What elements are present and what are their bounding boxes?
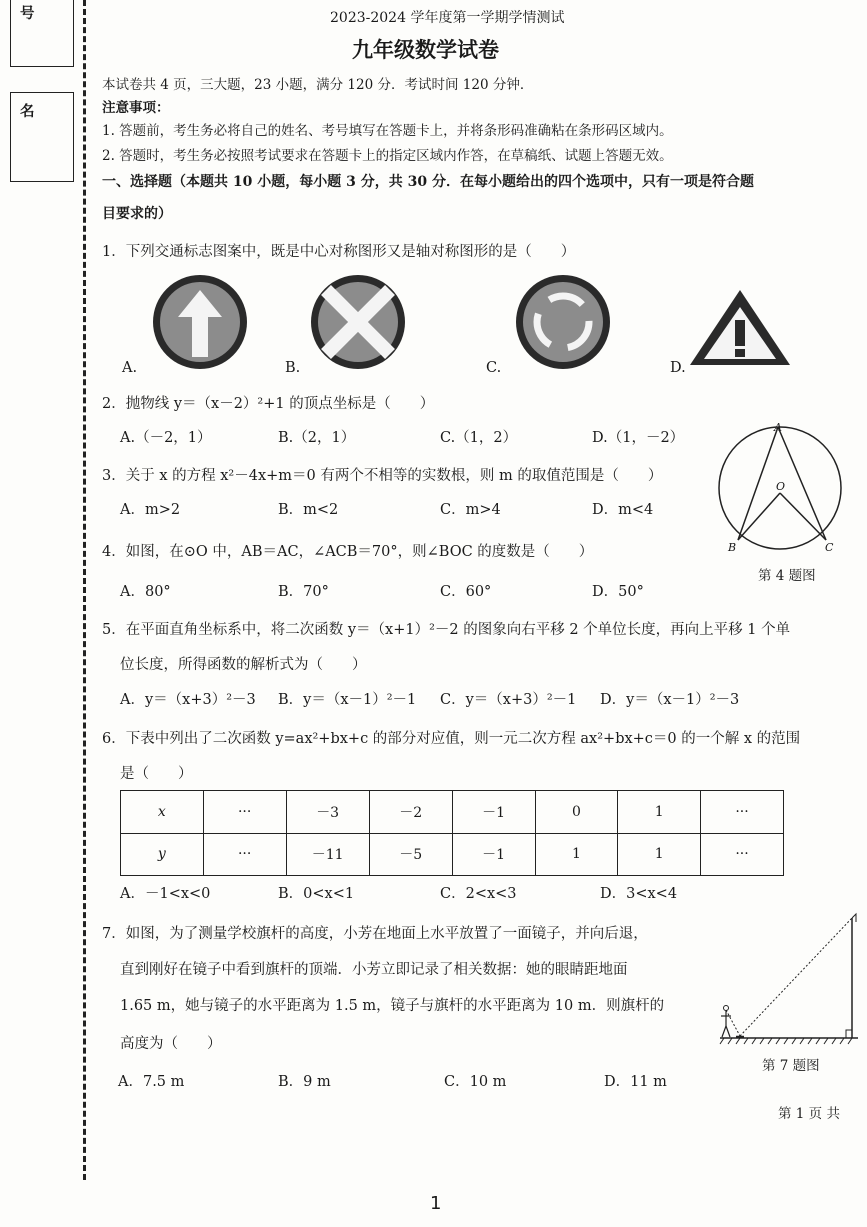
section-heading: 一、选择题（本题共 10 小题，每小题 3 分，共 30 分．在每小题给出的四个选项中，只有一项是符合题 [102, 174, 754, 190]
q2-option-b: B.（2，1） [278, 430, 356, 446]
q7-option-c: C．10 m [444, 1074, 507, 1090]
intro-line: 本试卷共 4 页，三大题，23 小题，满分 120 分．考试时间 120 分钟． [102, 77, 534, 93]
table-cell: ··· [203, 791, 286, 834]
sign-a-arrow-icon [153, 275, 247, 369]
table-cell: －1 [452, 791, 535, 834]
q4-point-b: B [728, 541, 737, 554]
table-cell: 0 [535, 791, 618, 834]
q1-option-c: C. [486, 360, 502, 376]
question-2-stem: 2．抛物线 y＝（x－2）²+1 的顶点坐标是（ ） [102, 396, 435, 412]
q3-option-b: B．m<2 [278, 502, 339, 518]
q7-option-b: B．9 m [278, 1074, 331, 1090]
q6-value-table [120, 790, 784, 876]
q7-flagpole-figure [716, 910, 862, 1046]
question-5-stem: 5．在平面直角坐标系中，将二次函数 y＝（x+1）²－2 的图象向右平移 2 个单位长度，再向上平移 1 个单 [102, 622, 791, 638]
table-cell: －5 [369, 833, 452, 876]
question-5-stem-cont: 位长度，所得函数的解析式为（ ） [120, 657, 367, 673]
table-cell: 1 [618, 833, 701, 876]
sidebar-label-name: 名 [20, 103, 35, 120]
notice-item-1: 1. 答题前，考生务必将自己的姓名、考号填写在答题卡上，并将条形码准确粘在条形码区域内。 [102, 123, 673, 139]
table-cell: ··· [701, 833, 784, 876]
q7-figure-caption: 第 7 题图 [762, 1058, 820, 1074]
question-7-stem-line3: 1.65 m，她与镜子的水平距离为 1.5 m，镜子与旗杆的水平距离为 10 m．则旗杆的 [120, 998, 665, 1014]
q7-option-d: D．11 m [604, 1074, 667, 1090]
q4-option-c: C．60° [440, 584, 492, 600]
q4-option-d: D．50° [592, 584, 644, 600]
q4-figure-caption: 第 4 题图 [758, 568, 816, 584]
q1-option-d: D. [670, 360, 686, 376]
sidebar-label-number: 号 [20, 5, 35, 22]
q6-option-c: C．2<x<3 [440, 886, 517, 902]
question-1-stem: 1．下列交通标志图案中，既是中心对称图形又是轴对称图形的是（ ） [102, 244, 576, 260]
binding-dashed-line [83, 0, 86, 1180]
table-cell: 1 [618, 791, 701, 834]
q4-point-a: A [774, 421, 782, 434]
q6-option-b: B．0<x<1 [278, 886, 355, 902]
q5-option-c: C．y＝（x+3）²－1 [440, 692, 577, 708]
question-7-stem: 7．如图，为了测量学校旗杆的高度，小芳在地面上水平放置了一面镜子，并向后退， [102, 926, 648, 942]
q3-option-d: D．m<4 [592, 502, 654, 518]
table-cell: ··· [203, 833, 286, 876]
table-row-x [121, 791, 784, 834]
q4-option-b: B．70° [278, 584, 329, 600]
table-cell: －11 [286, 833, 369, 876]
table-cell: ··· [701, 791, 784, 834]
notice-item-2: 2. 答题时，考生务必按照考试要求在答题卡上的指定区域内作答，在草稿纸、试题上答题无效。 [102, 148, 673, 164]
q6-option-a: A．－1<x<0 [120, 886, 211, 902]
section-heading-cont: 目要求的） [102, 206, 172, 222]
q7-option-a: A．7.5 m [118, 1074, 185, 1090]
q4-option-a: A．80° [120, 584, 171, 600]
question-4-stem: 4．如图，在⊙O 中，AB＝AC，∠ACB＝70°，则∠BOC 的度数是（ ） [102, 544, 594, 560]
exam-subtitle: 2023-2024 学年度第一学期学情测试 [330, 10, 565, 26]
q2-option-a: A.（－2，1） [120, 430, 212, 446]
page-footer-label: 第 1 页 共 [778, 1106, 840, 1122]
table-row-y [121, 833, 784, 876]
table-cell: －3 [286, 791, 369, 834]
exam-title: 九年级数学试卷 [352, 37, 499, 62]
q3-option-c: C．m>4 [440, 502, 501, 518]
sign-b-cross-icon [311, 275, 405, 369]
table-cell: y [121, 833, 204, 876]
q3-option-a: A．m>2 [120, 502, 181, 518]
q2-option-c: C.（1，2） [440, 430, 518, 446]
question-7-stem-line4: 高度为（ ） [120, 1036, 222, 1052]
question-7-stem-line2: 直到刚好在镜子中看到旗杆的顶端．小芳立即记录了相关数据：她的眼睛距地面 [120, 962, 628, 978]
q1-option-b: B. [285, 360, 301, 376]
table-cell: x [121, 791, 204, 834]
notice-heading: 注意事项： [102, 100, 170, 116]
q5-option-d: D．y＝（x－1）²－3 [600, 692, 740, 708]
table-cell: 1 [535, 833, 618, 876]
sign-d-warning-icon [690, 290, 790, 365]
table-cell: －2 [369, 791, 452, 834]
question-6-stem: 6．下表中列出了二次函数 y=ax²+bx+c 的部分对应值，则一元二次方程 ax²+bx+c＝0 的一个解 x 的范围 [102, 731, 801, 747]
q4-point-o: O [776, 480, 786, 493]
sign-c-roundabout-icon [516, 275, 610, 369]
q1-option-a: A. [122, 360, 138, 376]
page-number: 1 [430, 1193, 442, 1214]
question-6-stem-cont: 是（ ） [120, 766, 193, 782]
q6-option-d: D．3<x<4 [600, 886, 678, 902]
table-cell: －1 [452, 833, 535, 876]
q2-option-d: D.（1，－2） [592, 430, 685, 446]
question-3-stem: 3．关于 x 的方程 x²－4x+m＝0 有两个不相等的实数根，则 m 的取值范围是（ ） [102, 468, 663, 484]
q5-option-a: A．y＝（x+3）²－3 [120, 692, 256, 708]
q5-option-b: B．y＝（x－1）²－1 [278, 692, 417, 708]
q4-point-c: C [825, 541, 834, 554]
